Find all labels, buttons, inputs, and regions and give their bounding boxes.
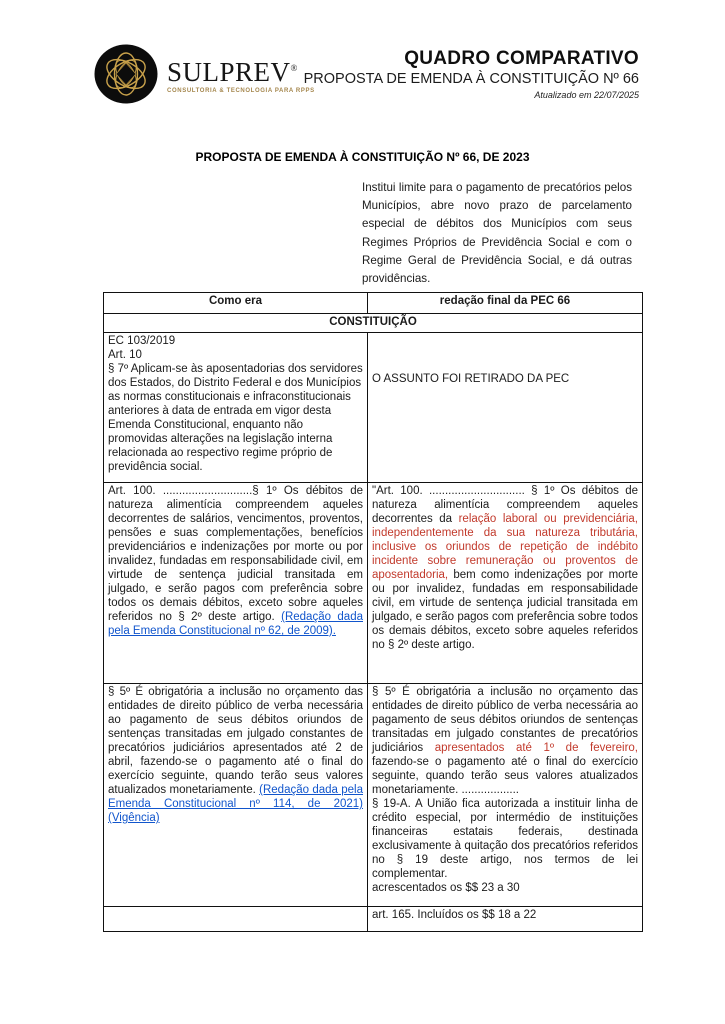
sulprev-knot-icon [94, 44, 158, 104]
table-row [104, 333, 643, 483]
acrescentados-note: acrescentados os $$ 23 a 30 [372, 882, 520, 894]
cell-row1-redacao [368, 333, 643, 483]
art-165-note: art. 165. Incluídos os $$ 18 a 22 [372, 909, 537, 921]
registered-mark: ® [290, 63, 298, 73]
link-emenda-114-2021[interactable]: (Redação dada pela Emenda Constitucional nº 114, de 2021) (Vigência) [108, 784, 363, 824]
table-row [104, 684, 643, 907]
paragrafo-7-text: § 7º Aplicam-se às aposentadorias dos servidores dos Estados, do Distrito Federal e dos Municípios as normas constitucionais e infraconstitucionais anteriores à data de entrada em vigor desta Emenda Constitucional, enquanto não promovidas alterações na legislação interna relacionada ao respectivo regime próprio de previdência social. [108, 363, 363, 473]
paragrafo-5-old-text: § 5º É obrigatória a inclusão no orçamento das entidades de direito público de verba necessária ao pagamento de seus débitos oriundos de sentenças transitadas em julgado constantes de precatórios judiciários apresentados até 2 de abril, fazendo-se o pagamento até o final do exercício seguinte, quando terão seus valores atualizados monetariamente. [108, 686, 363, 796]
header-titles [304, 48, 639, 100]
cell-row4-como-era-empty [104, 907, 368, 932]
assunto-retirado-note: O ASSUNTO FOI RETIRADO DA PEC [372, 373, 570, 385]
header-title: QUADRO COMPARATIVO [404, 48, 639, 69]
document-title: PROPOSTA DE EMENDA À CONSTITUIÇÃO Nº 66, DE 2023 [195, 150, 530, 164]
paragrafo-19a-text: § 19-A. A União fica autorizada a instituir linha de crédito especial, por intermédio de instituições financeiras estatais federais, destinada exclusivamente à quitação dos precatórios referidos no § 19 deste artigo, nos termos de lei complementar. [372, 798, 638, 880]
paragrafo-5-end: fazendo-se o pagamento até o final do exercício seguinte, quando terão seus valores atualizados monetariamente. .................. [372, 756, 638, 796]
art-100-highlighted-change: relação laboral ou previdenciária, independentemente da sua natureza tributária, inclusive os oriundos de repetição de indébito incidente sobre remuneração ou proventos de aposentadoria, [372, 513, 639, 581]
paragrafo-5-start: § 5º É obrigatória a inclusão no orçamento das entidades de direito público de verba necessária ao pagamento de seus débitos oriundos de sentenças transitadas em julgado constantes de precatórios judiciários [372, 686, 638, 754]
sulprev-logo [94, 44, 315, 104]
column-header-como-era: Como era [104, 293, 368, 314]
cell-row2-redacao [368, 483, 643, 684]
cell-row4-redacao [368, 907, 643, 932]
section-header-constituicao: CONSTITUIÇÃO [104, 314, 643, 333]
paragrafo-5-new-text [372, 685, 638, 797]
art-100-new-text-end: bem como indenizações por morte ou por invalidez, fundadas em responsabilidade civil, em virtude de sentença judicial transitada em julgado, e serão pagos com preferência sobre todos os demais débitos, exceto sobre aqueles referidos no § 2º deste artigo. [372, 569, 638, 651]
art-100-old-text: Art. 100. ............................§ 1º Os débitos de natureza alimentícia compreendem aqueles decorrentes de salários, vencimentos, proventos, pensões e suas complementações, benefícios previdenciários e indenizações por morte ou por invalidez, fundadas em responsabilidade civil, em virtude de sentença judicial transitada em julgado, e serão pagos com preferência sobre todos os demais débitos, exceto sobre aqueles referidos no § 2º deste artigo. [108, 485, 363, 623]
cell-row2-como-era [104, 483, 368, 684]
column-header-redacao-final: redação final da PEC 66 [368, 293, 643, 314]
section-row [104, 314, 643, 333]
table-row [104, 907, 643, 932]
cell-row3-como-era [104, 684, 368, 907]
art-100-new-text-start: "Art. 100. .............................. § 1º Os débitos de natureza alimentícia compreendem aqueles decorrentes da [372, 485, 638, 525]
comparison-table [103, 292, 643, 932]
cell-row3-redacao [368, 684, 643, 907]
table-row [104, 483, 643, 684]
table-header-row [104, 293, 643, 314]
brand-tagline: CONSULTORIA & TECNOLOGIA PARA RPPS [167, 88, 315, 94]
ementa-paragraph: Institui limite para o pagamento de precatórios pelos Municípios, abre novo prazo de parcelamento especial de débitos dos Municípios com seus Regimes Próprios de Previdência Social e com o Regime Geral de Previdência Social, e dá outras providências. [362, 181, 632, 286]
paragrafo-5-highlighted-change: apresentados até 1º de fevereiro, [434, 742, 638, 754]
header-subtitle: PROPOSTA DE EMENDA À CONSTITUIÇÃO Nº 66 [303, 71, 639, 87]
header-updated-date: Atualizado em 22/07/2025 [534, 90, 639, 100]
link-emenda-62-2009[interactable]: (Redação dada pela Emenda Constitucional nº 62, de 2009). [108, 611, 363, 637]
art-10-ref: Art. 10 [108, 349, 142, 361]
ec-103-ref: EC 103/2019 [108, 335, 176, 347]
brand-name: SULPREV® [167, 57, 298, 87]
cell-row1-como-era [104, 333, 368, 483]
